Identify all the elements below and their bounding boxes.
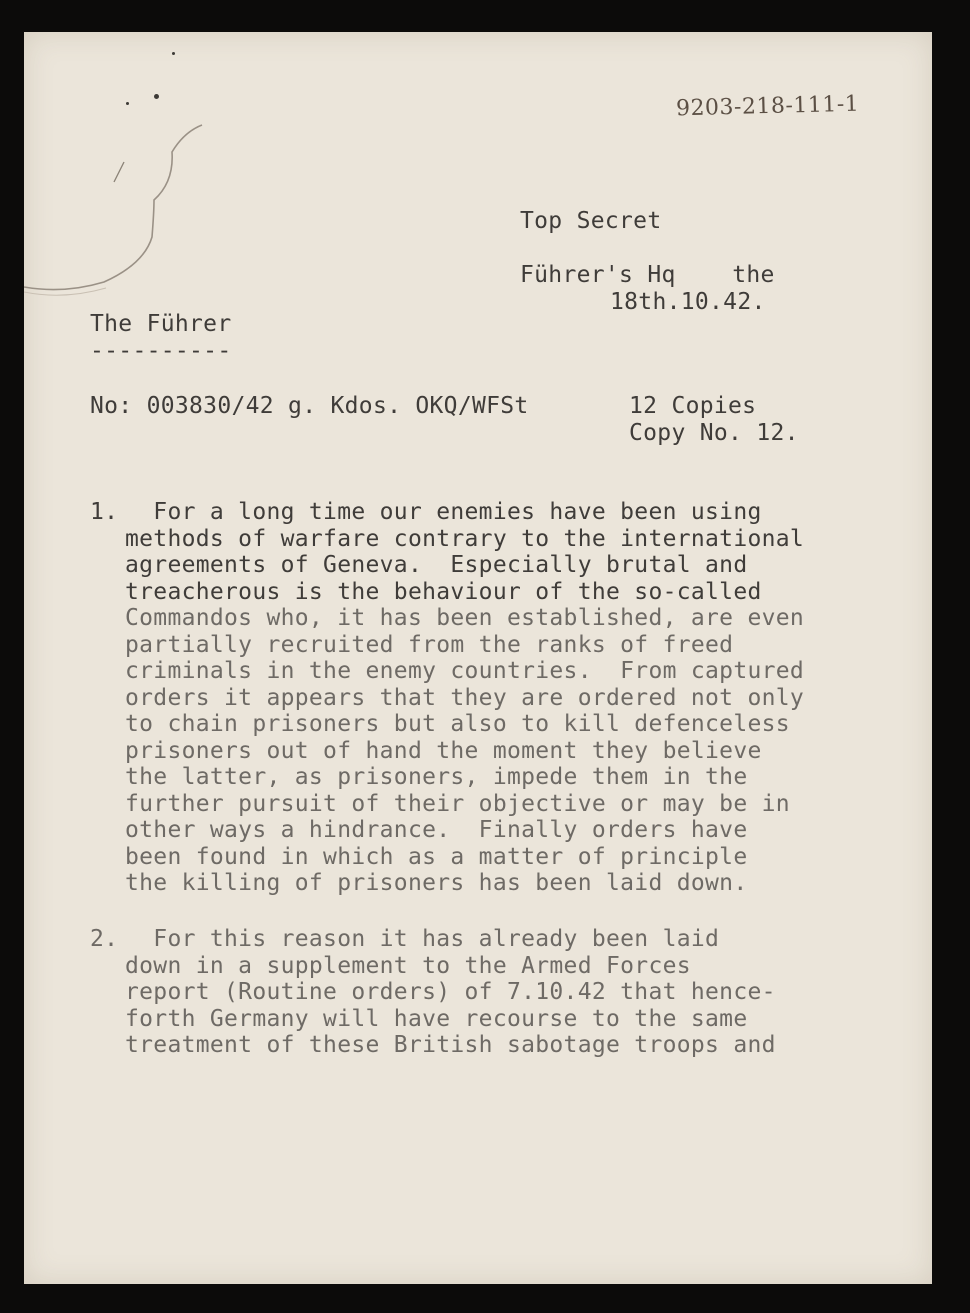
paragraph-line: the killing of prisoners has been laid down. — [125, 870, 748, 896]
issuer-underline: ---------- — [90, 338, 232, 364]
paragraph-line: methods of warfare contrary to the international — [125, 525, 805, 552]
paragraph-line: further pursuit of their objective or may be in — [125, 790, 790, 817]
paragraph-line: report (Routine orders) of 7.10.42 that hence- — [125, 979, 776, 1005]
document-date: 18th.10.42. — [610, 289, 766, 315]
paragraph-number: 2. — [90, 926, 119, 952]
paragraph-line: treatment of these British sabotage troops and — [125, 1032, 776, 1058]
paragraph-line: partially recruited from the ranks of freed — [125, 631, 734, 658]
paragraph-line: prisoners out of hand the moment they believe — [125, 737, 762, 764]
paragraph-line: criminals in the enemy countries. From captured — [125, 658, 805, 684]
paragraph-line: to chain prisoners but also to kill defenceless — [125, 711, 790, 737]
paragraph-line: been found in which as a matter of principle — [125, 843, 748, 870]
classification-label: Top Secret — [520, 208, 662, 234]
ink-speck — [154, 94, 159, 99]
paragraph-line: down in a supplement to the Armed Forces — [125, 952, 691, 979]
ink-speck — [172, 52, 175, 55]
paragraph-line: Commandos who, it has been established, are even — [125, 605, 805, 631]
handwritten-reference-number: 9203-218-111-1 — [675, 91, 860, 122]
paragraph-line: orders it appears that they are ordered not only — [125, 684, 805, 711]
paragraph-line: the latter, as prisoners, impede them in the — [125, 764, 748, 790]
torn-corner-mark — [24, 32, 244, 332]
paragraph-line: For a long time our enemies have been using — [125, 499, 762, 525]
paragraph-number: 1. — [90, 499, 119, 525]
reference-line: No: 003830/42 g. Kdos. OKQ/WFSt — [90, 393, 529, 419]
paragraph-line: forth Germany will have recourse to the same — [125, 1005, 748, 1032]
paragraph-line: agreements of Geneva. Especially brutal and — [125, 552, 748, 578]
copies-count: 12 Copies — [629, 393, 757, 419]
issuer-heading: The Führer — [90, 311, 232, 337]
paragraph-line: other ways a hindrance. Finally orders have — [125, 817, 748, 843]
paragraph-line: treacherous is the behaviour of the so-called — [125, 578, 762, 605]
paragraph-line: For this reason it has already been laid — [125, 926, 720, 952]
ink-speck — [126, 102, 129, 105]
copy-number: Copy No. 12. — [629, 420, 799, 446]
location-line: Führer's Hq the — [520, 262, 775, 288]
document-page — [24, 32, 932, 1284]
